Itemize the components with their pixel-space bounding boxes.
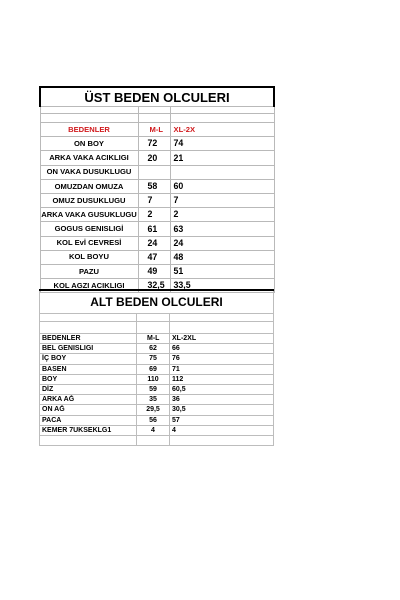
- measure-value-xl: 24: [170, 236, 274, 250]
- measure-value-xl: [170, 165, 274, 179]
- measure-value-xl: 71: [170, 364, 274, 374]
- measure-value-ml: 58: [138, 179, 170, 193]
- measure-value-ml: [138, 165, 170, 179]
- measure-label: ON BOY: [40, 137, 138, 151]
- measure-label: BASEN: [40, 364, 137, 374]
- measure-value-ml: 4: [137, 425, 170, 435]
- measure-value-ml: 72: [138, 137, 170, 151]
- upper-header-size: BEDENLER: [40, 123, 138, 137]
- upper-blank-row: [40, 114, 274, 123]
- measure-value-ml: 61: [138, 222, 170, 236]
- measure-value-xl: 36: [170, 395, 274, 405]
- measure-label: BOY: [40, 374, 137, 384]
- table-row: [40, 395, 274, 405]
- measure-value-ml: 32,5: [138, 279, 170, 293]
- table-row: [40, 364, 274, 374]
- measure-value-xl: 74: [170, 137, 274, 151]
- measure-label: GOGUS GENISLIGİ: [40, 222, 138, 236]
- measure-label: PAZU: [40, 264, 138, 278]
- measure-value-ml: 24: [138, 236, 170, 250]
- measure-label: DİZ: [40, 384, 137, 394]
- lower-blank-row: [40, 322, 274, 334]
- table-row: [40, 193, 274, 207]
- measure-value-ml: 20: [138, 151, 170, 165]
- table-row: [40, 264, 274, 278]
- measure-value-xl: 4: [170, 425, 274, 435]
- measure-label: KEMER 7UKSEKLG1: [40, 425, 137, 435]
- measure-value-ml: 29,5: [137, 405, 170, 415]
- table-row: [40, 250, 274, 264]
- measure-value-xl: 33,5: [170, 279, 274, 293]
- lower-header-xl: XL-2XL: [170, 334, 274, 344]
- measure-value-xl: 48: [170, 250, 274, 264]
- table-row: [40, 405, 274, 415]
- table-row: [40, 151, 274, 165]
- upper-size-table: [39, 86, 275, 293]
- measure-label: ARKA VAKA ACIKLIGI: [40, 151, 138, 165]
- measure-value-xl: 30,5: [170, 405, 274, 415]
- measure-label: ARKA VAKA GUSUKLUGU: [40, 208, 138, 222]
- table-row: [40, 165, 274, 179]
- measure-label: ON AĞ: [40, 405, 137, 415]
- upper-title-row: [40, 87, 274, 107]
- measure-value-ml: 7: [138, 193, 170, 207]
- upper-header-row: [40, 123, 274, 137]
- table-row: [40, 425, 274, 435]
- measure-value-ml: 62: [137, 344, 170, 354]
- measure-value-xl: 112: [170, 374, 274, 384]
- table-row: [40, 344, 274, 354]
- measure-value-ml: 110: [137, 374, 170, 384]
- measure-value-ml: 35: [137, 395, 170, 405]
- upper-header-xl: XL-2X: [170, 123, 274, 137]
- measure-value-xl: 51: [170, 264, 274, 278]
- measure-label: BEL GENISLIGI: [40, 344, 137, 354]
- measure-label: KOL BOYU: [40, 250, 138, 264]
- measure-value-xl: 63: [170, 222, 274, 236]
- measure-value-xl: 60: [170, 179, 274, 193]
- lower-size-table: [39, 289, 274, 446]
- measure-value-ml: 47: [138, 250, 170, 264]
- measure-value-ml: 2: [138, 208, 170, 222]
- measure-value-xl: 60,5: [170, 384, 274, 394]
- table-row: [40, 384, 274, 394]
- upper-header-ml: M-L: [138, 123, 170, 137]
- table-row: [40, 354, 274, 364]
- measure-value-ml: 49: [138, 264, 170, 278]
- measure-value-xl: 76: [170, 354, 274, 364]
- measure-value-ml: 75: [137, 354, 170, 364]
- measure-value-ml: 59: [137, 384, 170, 394]
- measure-label: ON VAKA DUSUKLUGU: [40, 165, 138, 179]
- measure-value-ml: 69: [137, 364, 170, 374]
- upper-spacer-row: [40, 107, 274, 114]
- lower-spacer-row: [40, 314, 274, 322]
- table-row: [40, 374, 274, 384]
- lower-trailing-row: [40, 435, 274, 445]
- lower-title: ALT BEDEN OLCULERI: [40, 290, 274, 314]
- measure-label: OMUZDAN OMUZA: [40, 179, 138, 193]
- table-row: [40, 236, 274, 250]
- lower-title-row: [40, 290, 274, 314]
- lower-header-row: [40, 334, 274, 344]
- lower-header-ml: M-L: [137, 334, 170, 344]
- measure-value-xl: 57: [170, 415, 274, 425]
- measure-value-xl: 2: [170, 208, 274, 222]
- measure-label: PACA: [40, 415, 137, 425]
- measure-label: ARKA AĞ: [40, 395, 137, 405]
- table-row: [40, 137, 274, 151]
- table-row: [40, 222, 274, 236]
- table-row: [40, 415, 274, 425]
- measure-label: KOL AGZI ACIKLIGI: [40, 279, 138, 293]
- table-row: [40, 179, 274, 193]
- measure-label: OMUZ DUSUKLUGU: [40, 193, 138, 207]
- measure-label: KOL Evİ CEVRESİ: [40, 236, 138, 250]
- measure-value-xl: 21: [170, 151, 274, 165]
- upper-title: ÜST BEDEN OLCULERI: [40, 87, 274, 107]
- measure-value-ml: 56: [137, 415, 170, 425]
- measure-value-xl: 7: [170, 193, 274, 207]
- lower-header-size: BEDENLER: [40, 334, 137, 344]
- measure-value-xl: 66: [170, 344, 274, 354]
- table-row: [40, 208, 274, 222]
- measure-label: İÇ BOY: [40, 354, 137, 364]
